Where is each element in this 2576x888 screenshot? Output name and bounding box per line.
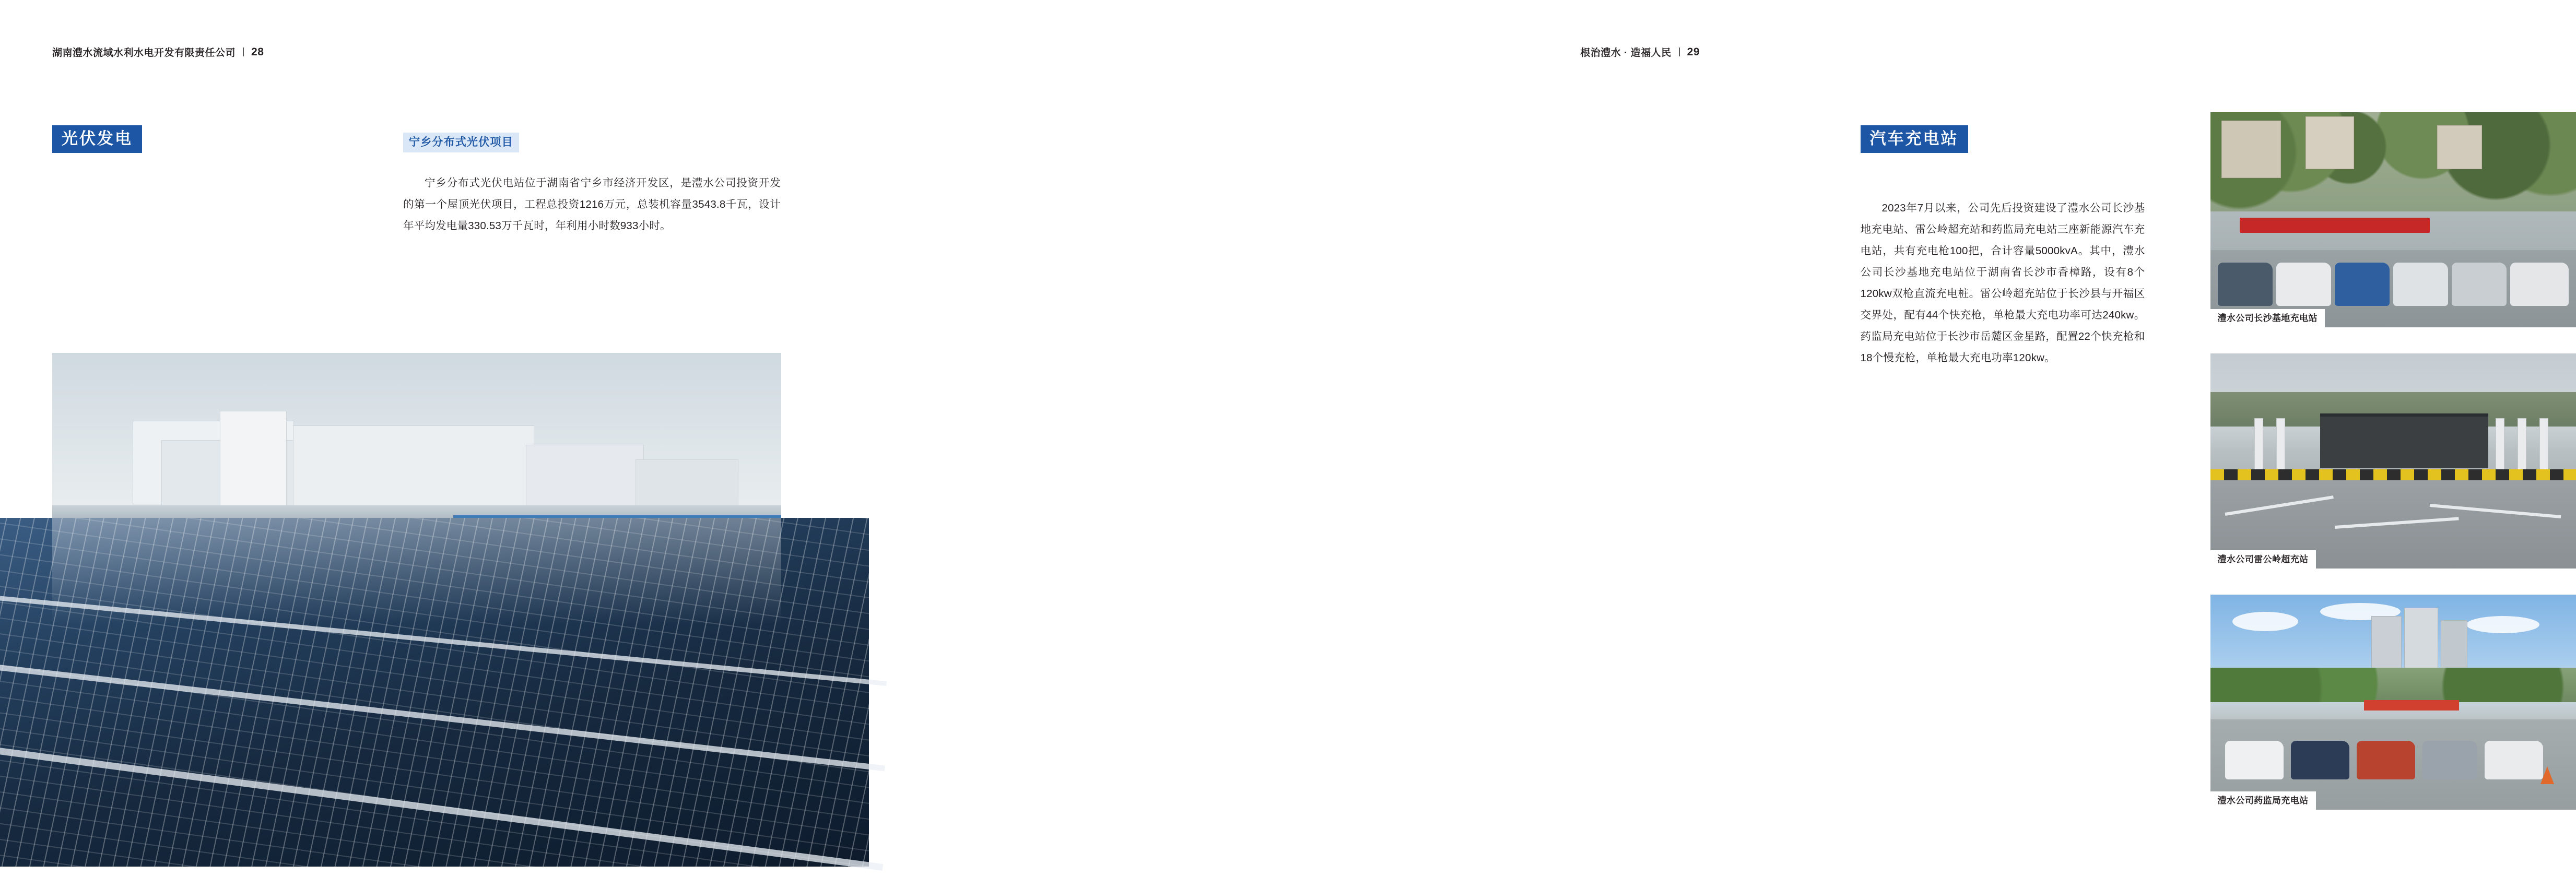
photo-solar-rooftop xyxy=(52,353,781,837)
right-page xyxy=(876,0,2318,888)
right-photo-column xyxy=(2210,112,2576,810)
charging-station-1-art xyxy=(2210,112,2576,327)
running-head-divider xyxy=(243,48,244,56)
parked-car xyxy=(2452,263,2507,305)
left-paragraph: 宁乡分布式光伏电站位于湖南省宁乡市经济开发区，是澧水公司投资开发的第一个屋顶光伏项目，工程总投资1216万元，总装机容量3543.8千瓦，设计年平均发电量330.53万千瓦时，年利用小时数933小时。 xyxy=(403,177,781,232)
panel-glare xyxy=(52,518,781,624)
right-paragraph: 2023年7月以来，公司先后投资建设了澧水公司长沙基地充电站、雷公岭超充站和药监局充电站三座新能源汽车充电站，共有充电枪100把，合计容量5000kvA。其中，澧水公司长沙基地充电站位于湖南省长沙市香樟路，设有8个120kw双枪直流充电桩。雷公岭超充站位于长沙县与开福区交界处，配有44个快充枪，单枪最大充电功率可达240kw。药监局充电站位于长沙市岳麓区金星路，配置22个快充枪和18个慢充枪，单枪最大充电功率120kw。 xyxy=(1860,202,2145,364)
photo-yaojianju-station xyxy=(2210,595,2576,810)
section-title-charging-station: 汽车充电站 xyxy=(1861,125,1968,153)
charging-pile xyxy=(2276,418,2285,475)
right-running-head-slogan: 根治澧水 · 造福人民 xyxy=(1580,48,1672,58)
right-page-number: 29 xyxy=(1687,45,1700,58)
charging-canopy xyxy=(2320,413,2488,468)
parked-car xyxy=(2218,263,2273,305)
running-head-divider xyxy=(1679,48,1680,56)
apartment-block xyxy=(2437,125,2482,169)
photo-caption-3: 澧水公司药监局充电站 xyxy=(2210,791,2316,810)
charging-station-3-art xyxy=(2210,595,2576,810)
yellow-black-curb xyxy=(2210,469,2576,480)
charging-station-2-art xyxy=(2210,353,2576,569)
tree-line xyxy=(2210,668,2576,702)
solar-photo-art xyxy=(52,353,781,837)
section-title-photovoltaic: 光伏发电 xyxy=(52,125,142,153)
red-banner xyxy=(2240,218,2430,233)
parked-car xyxy=(2225,741,2284,779)
left-subtitle-wrap xyxy=(403,133,519,152)
building-shape xyxy=(293,425,535,509)
building-shape xyxy=(220,411,287,509)
parked-car xyxy=(2510,263,2569,305)
charging-pile xyxy=(2518,418,2526,475)
charging-pile xyxy=(2539,418,2548,475)
parked-car xyxy=(2357,741,2415,779)
left-page xyxy=(0,0,876,888)
red-banner xyxy=(2364,700,2459,711)
parked-car xyxy=(2276,263,2331,305)
apartment-block xyxy=(2306,116,2354,169)
photo-caption-1: 澧水公司长沙基地充电站 xyxy=(2210,309,2325,327)
left-running-head xyxy=(52,45,264,59)
left-page-number: 28 xyxy=(251,45,264,58)
right-running-head xyxy=(1580,45,1700,59)
charging-pile xyxy=(2496,418,2504,475)
building-shape xyxy=(526,445,643,509)
parked-car xyxy=(2485,741,2543,779)
subtitle-ningxiang-project: 宁乡分布式光伏项目 xyxy=(403,133,519,152)
parked-car xyxy=(2393,263,2448,305)
charging-pile xyxy=(2254,418,2263,475)
cloud xyxy=(2466,616,2539,633)
cloud xyxy=(2232,612,2298,631)
left-body-text xyxy=(403,172,781,236)
parked-car xyxy=(2335,263,2390,305)
photo-caption-2: 澧水公司雷公岭超充站 xyxy=(2210,550,2316,569)
left-section-title-wrap xyxy=(52,125,142,153)
parked-car xyxy=(2291,741,2349,779)
parked-car xyxy=(2422,741,2477,779)
high-rise xyxy=(2404,608,2438,678)
apartment-block xyxy=(2221,121,2281,177)
traffic-cone xyxy=(2540,766,2554,784)
right-body-text xyxy=(1861,197,2145,369)
photo-leigongling-station xyxy=(2210,353,2576,569)
left-running-head-org: 湖南澧水流域水利水电开发有限责任公司 xyxy=(52,48,236,58)
right-section-title-wrap xyxy=(1861,125,1968,153)
photo-changsha-base-station xyxy=(2210,112,2576,327)
